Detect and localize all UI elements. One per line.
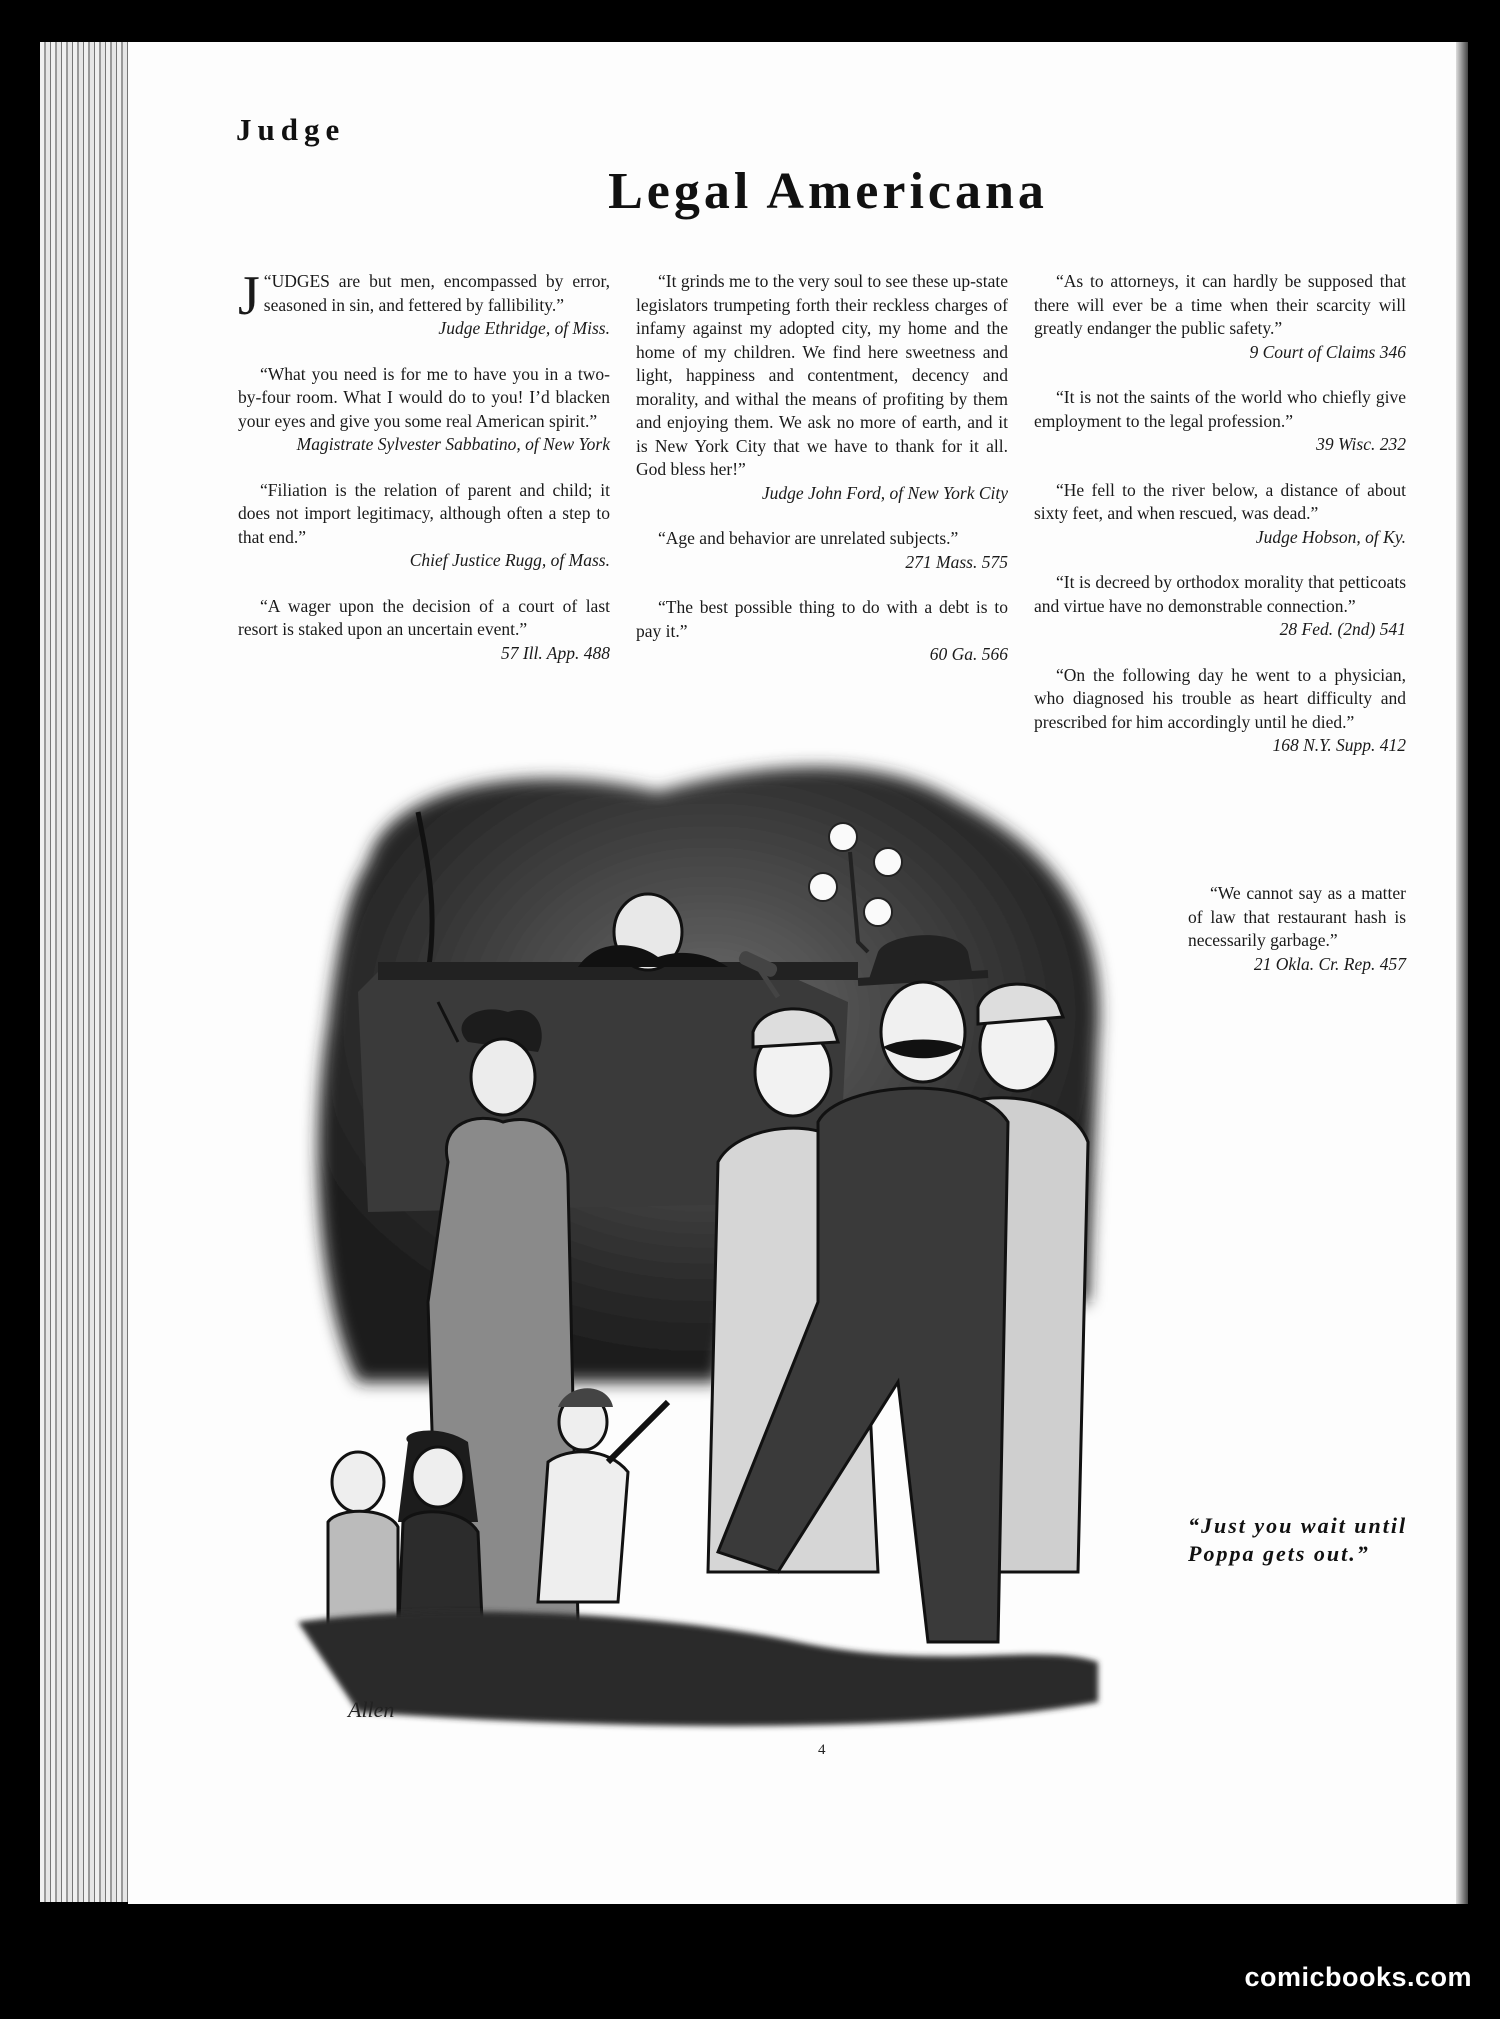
quote-citation: Judge Hobson, of Ky. xyxy=(1255,526,1406,547)
quote-item xyxy=(1034,479,1406,550)
quote-citation: 271 Mass. 575 xyxy=(905,551,1008,572)
quote-item xyxy=(1034,270,1406,364)
page-gutter-shadow xyxy=(1456,42,1468,1904)
quote-item xyxy=(1188,882,1406,976)
quote-citation: 57 Ill. App. 488 xyxy=(500,642,610,663)
quote-item xyxy=(238,265,610,341)
quote-item xyxy=(238,363,610,457)
cartoon-caption: “Just you wait until Poppa gets out.” xyxy=(1188,1513,1408,1566)
quote-citation: Magistrate Sylvester Sabbatino, of New York xyxy=(296,434,610,454)
book-page-edges xyxy=(40,42,130,1902)
column-middle xyxy=(636,270,1008,689)
quote-citation: 60 Ga. 566 xyxy=(929,644,1008,664)
boy-crying-figure xyxy=(328,1452,398,1642)
quote-text: “As to attorneys, it can hardly be supposed that there will ever be a time when their scarcity will greatly endanger the public safety.” xyxy=(1034,271,1406,338)
opening-quote-mark: “ xyxy=(263,271,272,291)
quote-citation: 39 Wisc. 232 xyxy=(1316,434,1406,454)
page-number: 4 xyxy=(818,1742,826,1758)
quote-citation: 9 Court of Claims 346 xyxy=(1249,341,1406,362)
quote-citation: 28 Fed. (2nd) 541 xyxy=(1279,619,1406,639)
quote-citation: 21 Okla. Cr. Rep. 457 xyxy=(1253,953,1406,974)
watermark: comicbooks.com xyxy=(1244,1962,1472,1992)
page-title: Legal Americana xyxy=(608,163,1048,220)
quote-text: “We cannot say as a matter of law that restaurant hash is necessarily garbage.” xyxy=(1188,883,1406,950)
column-left xyxy=(238,265,610,687)
quote-item xyxy=(636,596,1008,667)
quote-citation: Judge Ethridge, of Miss. xyxy=(438,318,610,338)
quote-item xyxy=(636,527,1008,574)
quote-text: “Filiation is the relation of parent and child; it does not import legitimacy, although often a step to that end.” xyxy=(238,479,610,547)
column-right xyxy=(1034,270,1406,780)
quote-text: “Age and behavior are unrelated subjects.” xyxy=(658,528,959,548)
quote-text: “What you need is for me to have you in a two-by-four room. What I would do to you! I’d blacken your eyes and give you some real American spirit.” xyxy=(238,363,610,431)
quote-citation: Judge John Ford, of New York City xyxy=(761,482,1008,503)
quote-text: “ J UDGES are but men, encompassed by error, seasoned in sin, and fettered by fallibility.” xyxy=(238,265,610,327)
quote-text: “It is not the saints of the world who chiefly give employment to the legal profession.” xyxy=(1034,387,1406,431)
quote-citation: 168 N.Y. Supp. 412 xyxy=(1272,735,1406,755)
quote-text: “A wager upon the decision of a court of last resort is staked upon an uncertain event.” xyxy=(238,595,610,639)
girl-figure xyxy=(398,1430,483,1642)
quote-item xyxy=(1034,386,1406,457)
quote-text: “It is decreed by orthodox morality that petticoats and virtue have no demonstrable connection.” xyxy=(1034,572,1406,616)
artist-signature: Allen xyxy=(348,1697,395,1722)
column-right-narrow xyxy=(1188,882,1406,998)
running-head: Judge xyxy=(236,112,346,147)
quote-item xyxy=(636,270,1008,505)
quote-citation: Chief Justice Rugg, of Mass. xyxy=(409,550,610,570)
drop-cap: J xyxy=(238,265,260,327)
quote-text: “On the following day he went to a physician, who diagnosed his trouble as heart difficulty and prescribed for him accordingly until he died.” xyxy=(1034,664,1406,732)
quote-item xyxy=(238,479,610,573)
quote-text: “The best possible thing to do with a debt is to pay it.” xyxy=(636,597,1008,641)
courtroom-cartoon xyxy=(238,742,1198,1752)
quote-text: “It grinds me to the very soul to see these up-state legislators trumpeting forth their reckless charges of infamy against my adopted city, my home and the home of my children. We find here sweetness and light, happiness and contentment, decency and morality, and withal the means of profiting by them and enjoying them. We ask no more of earth, and it is New York City that we have to thank for it all. God bless her!” xyxy=(636,271,1008,479)
quote-item xyxy=(238,595,610,666)
quote-item xyxy=(1034,571,1406,642)
quote-text: “He fell to the river below, a distance of about sixty feet, and when rescued, was dead.” xyxy=(1034,479,1406,523)
magazine-page xyxy=(128,42,1468,1904)
